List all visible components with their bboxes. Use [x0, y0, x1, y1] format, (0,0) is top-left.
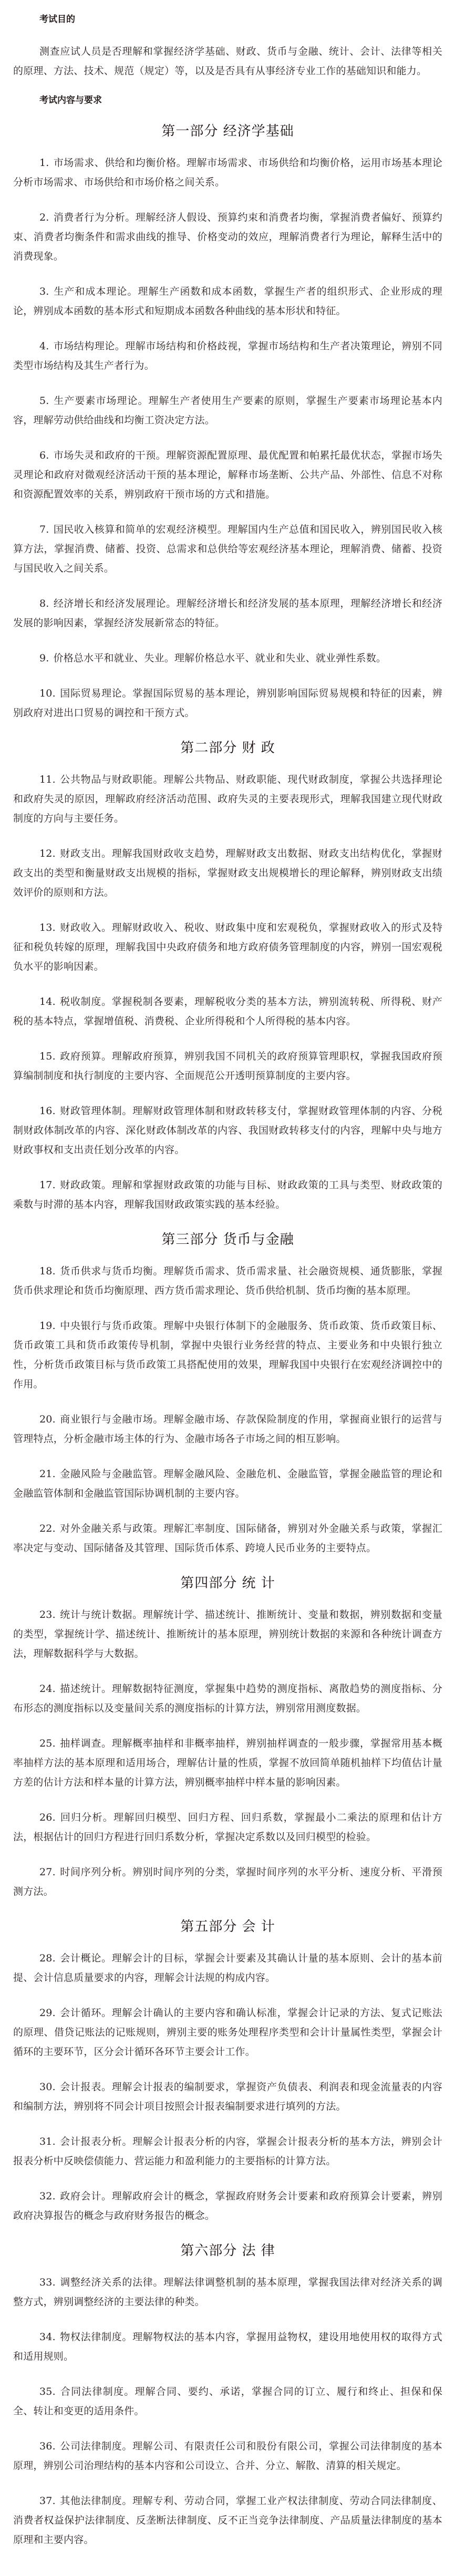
item-text: 其他法律制度。理解专利、劳动合同，掌握工业产权法律制度、劳动合同法律制度、消费者权益保护法律制度、反垄断法律制度、反不正当竞争法律制度、产品质量法律制度的基本原理和主要内容。 — [13, 2495, 442, 2546]
requirement-item — [13, 1102, 442, 1160]
requirement-item — [13, 2132, 442, 2171]
requirement-item — [13, 1047, 442, 1086]
part-section — [13, 1574, 442, 1902]
item-number: 27. — [39, 1866, 56, 1878]
item-text: 消费者行为分析。理解经济人假设、预算约束和消费者均衡，掌握消费者偏好、预算约束、消费者均衡条件和需求曲线的推导、价格变动的效应，理解消费者行为理论，解释生活中的消费现象。 — [13, 212, 442, 262]
requirement-item — [13, 208, 442, 266]
item-number: 16. — [39, 1105, 56, 1117]
item-number: 28. — [39, 1952, 56, 1964]
requirement-item — [13, 1863, 442, 1902]
part-title: 第一部分 经济学基础 — [161, 123, 294, 139]
requirement-item — [13, 520, 442, 578]
item-text: 税收制度。掌握税制各要素，理解税收分类的基本方法，辨别流转税、所得税、财产税的基本特点，掌握增值税、消费税、企业所得税和个人所得税的基本内容。 — [13, 996, 442, 1027]
requirement-item — [13, 446, 442, 504]
part-title: 第三部分 货币与金融 — [161, 1232, 294, 1248]
item-text: 国民收入核算和简单的宏观经济模型。理解国内生产总值和国民收入，辨别国民收入核算方法，掌握消费、储蓄、投资、总需求和总供给等宏观经济基本理论，理解消费、储蓄、投资与国民收入之间关系。 — [13, 524, 442, 574]
item-number: 10. — [39, 688, 56, 699]
item-text: 生产和成本理论。理解生产函数和成本函数，掌握生产者的组织形式、企业形成的理论，辨别成本函数的基本形式和短期成本函数各种曲线的基本形状和特征。 — [13, 286, 442, 317]
requirement-item — [13, 2078, 442, 2116]
item-number: 24. — [39, 1683, 56, 1695]
requirement-item — [13, 282, 442, 321]
item-number: 37. — [39, 2495, 56, 2507]
requirement-item — [13, 1176, 442, 1214]
requirement-item — [13, 1808, 442, 1847]
item-text: 中央银行与货币政策。理解中央银行体制下的金融服务、货币政策、货币政策目标、货币政策工具和货币政策传导机制，掌握中央银行业务经营的特点、主要业务和中央银行独立性，分析货币政策目标与货币政策工具搭配使用的效果，理解我国中央银行在宏观经济调控中的作用。 — [13, 1320, 442, 1390]
item-number: 26. — [39, 1812, 56, 1823]
item-number: 17. — [39, 1179, 56, 1191]
purpose-heading: 考试目的 — [39, 14, 75, 25]
part-title: 第五部分 会 计 — [180, 1919, 275, 1935]
item-number: 32. — [39, 2190, 56, 2202]
requirement-item — [13, 992, 442, 1031]
item-text: 金融风险与金融监管。理解金融风险、金融危机、金融监管，掌握金融监管的理论和金融监管体制和金融监管国际协调机制的主要内容。 — [13, 1468, 442, 1499]
item-number: 12. — [39, 848, 56, 859]
item-text: 调整经济关系的法律。理解法律调整机制的基本原理，掌握我国法律对经济关系的调整方式，辨别调整经济的主要法律的种类。 — [13, 2277, 442, 2308]
requirement-item — [13, 1519, 442, 1558]
item-text: 市场失灵和政府的干预。理解资源配置原理、最优配置和帕累托最优状态，掌握市场失灵理论和政府对微观经济活动干预的基本理论，解释市场垄断、公共产品、外部性、信息不对称和资源配置效率的关系，辨别政府干预市场的方式和措施。 — [13, 450, 442, 500]
item-number: 3. — [39, 286, 49, 297]
item-number: 11. — [39, 774, 56, 785]
item-text: 财政支出。理解我国财政收支趋势，理解财政支出数据、财政支出结构优化，掌握财政支出的类型和衡量财政支出规模的指标，掌握财政支出规模增长的理论解释，辨别财政支出绩效评价的原则和方法。 — [13, 848, 442, 898]
item-text: 生产要素市场理论。理解生产者使用生产要素的原则，掌握生产要素市场理论基本内容，理解劳动供给曲线和均衡工资决定方法。 — [13, 395, 442, 426]
item-text: 价格总水平和就业、失业。理解价格总水平、就业和失业、就业弹性系数。 — [53, 652, 387, 664]
part-title: 第四部分 统 计 — [180, 1575, 275, 1591]
part-section — [13, 122, 442, 723]
requirement-item — [13, 844, 442, 902]
item-text: 回归分析。理解回归模型、回归方程、回归系数，掌握最小二乘法的原理和估计方法，根据估计的回归方程进行回归系数分析，掌握决定系数以及回归模型的检验。 — [13, 1812, 442, 1843]
requirement-item — [13, 1410, 442, 1449]
part-section — [13, 1230, 442, 1558]
item-text: 财政收入。理解财政收入、税收、财政集中度和宏观税负，掌握财政收入的形式及特征和税负转嫁的原理，理解我国中央政府债务和地方政府债务管理制度的内容，辨别一国宏观税负水平的影响因素。 — [13, 922, 442, 972]
item-number: 33. — [39, 2277, 56, 2288]
item-text: 会计报表分析。理解会计报表分析的内容，掌握会计报表分析的基本方法，辨别会计报表分析中反映偿债能力、营运能力和盈利能力的主要指标的计算方法。 — [13, 2136, 442, 2167]
requirement-item — [13, 1679, 442, 1718]
item-text: 货币供求与货币均衡。理解货币需求、货币需求量、社会融资规模、通货膨胀，掌握货币供求理论和货币均衡原理、西方货币需求理论、货币供给机制、货币均衡的基本原理。 — [13, 1265, 442, 1296]
item-text: 财政管理体制。理解财政管理体制和财政转移支付，掌握财政管理体制的内容、分税制财政体制改革的内容、深化财政体制改革的内容、我国财政转移支付的内容，理解中央与地方财政事权和支出责任划分改革的内容。 — [13, 1105, 442, 1156]
item-number: 8. — [39, 598, 49, 609]
requirement-item — [13, 1734, 442, 1792]
item-text: 财政政策。理解和掌握财政政策的功能与目标、财政政策的工具与类型、财政政策的乘数与时滞的基本内容，理解我国财政政策实践的基本经验。 — [13, 1179, 442, 1210]
item-number: 13. — [39, 922, 56, 933]
part-title: 第二部分 财 政 — [180, 740, 275, 756]
item-text: 政府会计。理解政府会计的概念，掌握政府财务会计要素和政府预算会计要素，辨别政府决算报告的概念与政府财务报告的概念。 — [13, 2190, 442, 2221]
requirement-item — [13, 2491, 442, 2550]
item-number: 1. — [39, 157, 49, 169]
item-text: 商业银行与金融市场。理解金融市场、存款保险制度的作用，掌握商业银行的运营与管理特点，分析金融市场主体的行为、金融市场各子市场之间的相互影响。 — [13, 1414, 442, 1445]
item-text: 会计报表。理解会计报表的编制要求，掌握资产负债表、利润表和现金流量表的内容和编制方法，辨别将不同会计项目按照会计报表编制要求进行填列的方法。 — [13, 2081, 442, 2112]
item-number: 25. — [39, 1738, 56, 1749]
item-text: 合同法律制度。理解合同、要约、承诺，掌握合同的订立、履行和终止、担保和保全、转让和变更的适用条件。 — [13, 2386, 442, 2417]
item-number: 6. — [39, 450, 49, 461]
item-number: 7. — [39, 524, 49, 535]
requirement-item — [13, 1262, 442, 1301]
requirement-item — [13, 684, 442, 723]
requirement-item — [13, 337, 442, 376]
item-text: 公共物品与财政职能。理解公共物品、财政职能、现代财政制度，掌握公共选择理论和政府失灵的原因，理解政府经济活动范围、政府失灵的主要表现形式，理解我国建立现代财政制度的方向与主要任务。 — [13, 774, 442, 824]
item-number: 35. — [39, 2386, 56, 2397]
item-number: 21. — [39, 1468, 56, 1480]
item-number: 36. — [39, 2440, 56, 2452]
item-number: 14. — [39, 996, 56, 1007]
item-text: 对外金融关系与政策。理解汇率制度、国际储备，辨别对外金融关系与政策，掌握汇率决定与变动、国际储备及其管理、国际货币体系、跨境人民币业务的主要特点。 — [13, 1523, 442, 1554]
item-text: 物权法律制度。理解物权法的基本内容，掌握用益物权，建设用地使用权的取得方式和适用规则。 — [13, 2331, 442, 2362]
requirement-item — [13, 1949, 442, 1988]
purpose-text: 测查应试人员是否理解和掌握经济学基础、财政、货币与金融、统计、会计、法律等相关的原理、方法、技术、规范（规定）等，以及是否具有从事经济专业工作的基础知识和能力。 — [13, 46, 442, 77]
item-number: 22. — [39, 1523, 56, 1534]
requirement-item — [13, 918, 442, 977]
item-number: 34. — [39, 2331, 56, 2343]
item-text: 会计循环。理解会计确认的主要内容和确认标准，掌握会计记录的方法、复式记账法的原理、借贷记账法的记账规则，辨别主要的账务处理程序类型和会计计量属性类型，掌握会计循环的主要环节，区分会计循环各环节主要会计工作。 — [13, 2007, 442, 2058]
item-text: 经济增长和经济发展理论。理解经济增长和经济发展的基本原理，理解经济增长和经济发展的影响因素，掌握经济发展新常态的特征。 — [13, 598, 442, 629]
part-section — [13, 739, 442, 1214]
requirement-item — [13, 2437, 442, 2476]
item-number: 23. — [39, 1609, 56, 1621]
item-text: 市场需求、供给和均衡价格。理解市场需求、市场供给和均衡价格，运用市场基本理论分析市场需求、市场供给和市场价格之间关系。 — [13, 157, 442, 188]
requirement-item — [13, 2328, 442, 2366]
requirement-item — [13, 2003, 442, 2062]
requirement-item — [13, 1605, 442, 1664]
requirement-item — [13, 2273, 442, 2312]
item-text: 时间序列分析。辨别时间序列的分类，掌握时间序列的水平分析、速度分析、平滑预测方法。 — [13, 1866, 442, 1897]
requirement-item — [13, 153, 442, 192]
item-number: 2. — [39, 212, 49, 223]
item-number: 29. — [39, 2007, 56, 2019]
part-section — [13, 1917, 442, 2226]
item-number: 18. — [39, 1265, 56, 1277]
item-text: 国际贸易理论。掌握国际贸易的基本理论，辨别影响国际贸易规模和特征的因素，辨别政府对进出口贸易的调控和干预方式。 — [13, 688, 442, 719]
item-text: 政府预算。理解政府预算，辨别我国不同机关的政府预算管理职权，掌握我国政府预算编制制度和执行制度的主要内容、全面规范公开透明预算制度的主要内容。 — [13, 1051, 442, 1082]
item-text: 会计概论。理解会计的目标，掌握会计要素及其确认计量的基本原则、会计的基本前提、会计信息质量要求的内容，理解会计法规的构成内容。 — [13, 1952, 442, 1983]
parts-container — [13, 122, 442, 2550]
item-number: 9. — [39, 652, 49, 664]
item-number: 20. — [39, 1414, 56, 1425]
item-text: 市场结构理论。理解市场结构和价格歧视，掌握市场结构和生产者决策理论，辨别不同类型市场结构及其生产者行为。 — [13, 340, 442, 371]
item-number: 31. — [39, 2136, 56, 2147]
requirement-item — [13, 2187, 442, 2226]
part-title: 第六部分 法 律 — [180, 2243, 275, 2259]
item-number: 15. — [39, 1051, 56, 1062]
item-text: 统计与统计数据。理解统计学、描述统计、推断统计、变量和数据，辨别数据和变量的类型，掌握统计学、描述统计、推断统计的基本原理，辨别统计数据的来源和各种统计调查方法，理解数据科学与大数据。 — [13, 1609, 442, 1659]
requirement-item — [13, 770, 442, 828]
requirement-item — [13, 649, 442, 668]
item-text: 抽样调查。理解概率抽样和非概率抽样，辨别抽样调查的一般步骤，掌握常用基本概率抽样方法的基本原理和适用场合，理解估计量的性质，掌握不放回简单随机抽样下均值估计量方差的估计方法和样本量的计算方法，辨别概率抽样中样本量的影响因素。 — [13, 1738, 442, 1788]
requirement-item — [13, 391, 442, 430]
requirement-item — [13, 1464, 442, 1503]
requirement-item — [13, 594, 442, 633]
item-number: 19. — [39, 1320, 56, 1332]
requirement-item — [13, 1316, 442, 1394]
requirement-item — [13, 2382, 442, 2421]
item-text: 描述统计。理解数据特征测度，掌握集中趋势的测度指标、离散趋势的测度指标、分布形态的测度指标以及变量间关系的测度指标的计算方法，辨别常用测度数据。 — [13, 1683, 442, 1714]
item-text: 公司法律制度。理解公司、有限责任公司和股份有限公司，掌握公司法律制度的基本原理，辨别公司治理结构的基本内容和公司设立、合并、分立、解散、清算的相关规定。 — [13, 2440, 442, 2471]
content-heading: 考试内容与要求 — [39, 95, 102, 106]
part-section — [13, 2241, 442, 2550]
item-number: 30. — [39, 2081, 56, 2093]
item-number: 4. — [39, 340, 49, 352]
item-number: 5. — [39, 395, 49, 407]
